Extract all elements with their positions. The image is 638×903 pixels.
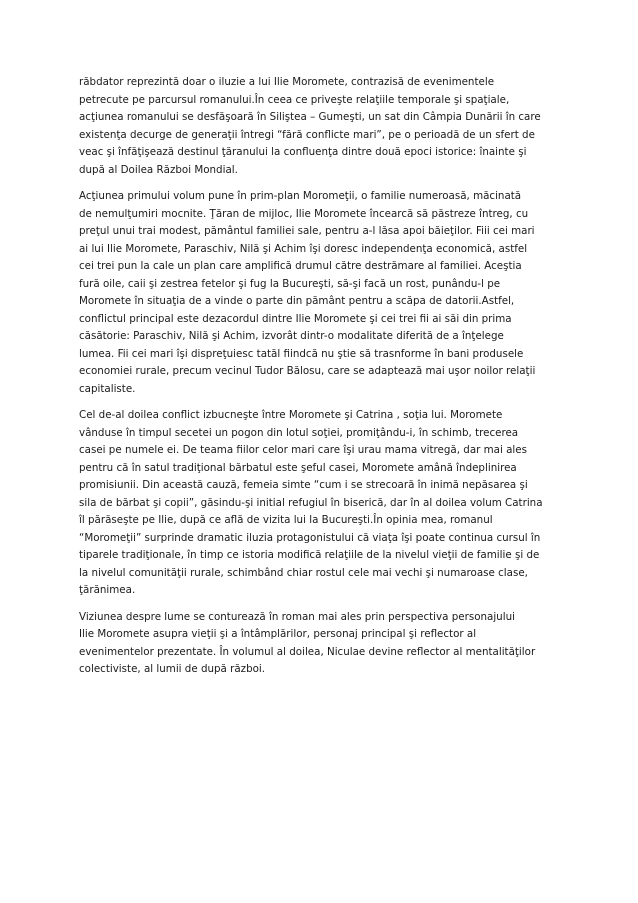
text-line: îl părăseşte pe Ilie, după ce află de vizita lui la Bucureşti.În opinia mea, romanul (79, 514, 493, 526)
text-line: Cel de-al doilea conflict izbucneşte între Moromete şi Catrina , soţia lui. Moromete (79, 409, 503, 421)
paragraph (79, 188, 565, 398)
text-line: capitaliste. (79, 382, 136, 395)
text-line: Moromete în situaţia de a vinde o parte din pământ pentru a scăpa de datorii.Astfel, (79, 295, 515, 307)
text-line: evenimentelor prezentate. În volumul al doilea, Niculae devine reflector al mentalităţilor (79, 645, 536, 658)
text-line: petrecute pe parcursul romanului.În ceea ce priveşte relaţiile temporale şi spaţiale, (79, 93, 510, 106)
text-line: conflictul principal este dezacordul dintre Ilie Moromete şi cei trei fii ai săi din prima (79, 312, 512, 325)
text-line: “Moromeţii” surprinde dramatic iluzia protagonistului că viaţa îşi poate continua cursul în (79, 531, 541, 544)
text-line: căsătorie: Paraschiv, Nilă şi Achim, izvorât dintr-o modalitate diferită de a înţelege (79, 330, 504, 342)
text-line: colectiviste, al lumii de după război. (79, 663, 266, 675)
text-line: fură oile, caii şi zestrea fetelor şi fug la Bucureşti, să-şi facă un rost, punându-l pe (79, 277, 501, 290)
text-line: acţiunea romanului se desfăşoară în Siliştea – Gumeşti, un sat din Câmpia Dunării în care (79, 111, 541, 123)
text-line: vânduse în timpul secetei un pogon din lotul soţiei, promiţându-i, în schimb, trecerea (79, 426, 519, 439)
text-line: sila de bărbat şi copii”, găsindu-şi initial refugiul în biserică, dar în al doilea volum Catrina (79, 496, 543, 509)
text-line: casei pe numele ei. De teama fiilor celor mari care îşi urau mama vitregă, dar mai ales (79, 444, 527, 456)
text-line: promisiunii. Din această cauză, femeia simte “cum i se strecoară în inimă nepăsarea şi (79, 479, 528, 491)
text-line: pentru că în satul tradiţional bărbatul este şeful casei, Moromete amână îndeplinirea (79, 461, 517, 474)
text-line: tiparele tradiţionale, în timp ce istoria modifică relaţiile de la nivelul vieţii de familie şi de (79, 549, 540, 561)
text-line: Viziunea despre lume se conturează în roman mai ales prin perspectiva personajului (79, 610, 515, 623)
document-body (79, 74, 565, 688)
text-line: după al Doilea Război Mondial. (79, 163, 238, 176)
text-line: la nivelul comunităţii rurale, schimbând chiar rostul cele mai vechi şi numaroase clase, (79, 566, 528, 579)
text-line: lumea. Fii cei mari îşi dispreţuiesc tatăl fiindcă nu ştie să trasnforme în bani produsele (79, 347, 524, 360)
text-line: de nemulţumiri mocnite. Ţăran de mijloc, Ilie Moromete încearcă să păstreze întreg, cu (79, 207, 529, 220)
text-line: economiei rurale, precum vecinul Tudor Bălosu, care se adaptează mai uşor noilor relaţii (79, 365, 536, 377)
text-line: preţul unui trai modest, pământul familiei sale, pentru a-l lăsa apoi băieţilor. Fiii cei mari (79, 225, 535, 237)
text-line: Acţiunea primului volum pune în prim-plan Moromeţii, o familie numeroasă, măcinată (79, 190, 522, 202)
text-line: răbdator reprezintă doar o iluzie a lui Ilie Moromete, contrazisă de evenimentele (79, 76, 495, 88)
text-line: cei trei pun la cale un plan care amplifică drumul către destrămare al familiei. Aceştia (79, 260, 522, 272)
text-line: veac şi înfăţişează destinul ţăranului la confluenţa dintre două epoci istorice: înainte şi (79, 146, 527, 158)
text-line: Ilie Moromete asupra vieţii şi a întâmplărilor, personaj principal şi reflector al (79, 628, 477, 640)
text-line: existenţa decurge de generaţii întregi “fără conflicte mari”, pe o perioadă de un sfert de (79, 128, 535, 141)
text-line: ai lui Ilie Moromete, Paraschiv, Nilă şi Achim îşi doresc independenţa economică, astfel (79, 242, 528, 255)
text-line: ţărănimea. (79, 584, 136, 596)
paragraph (79, 407, 565, 600)
paragraph (79, 74, 565, 179)
paragraph (79, 609, 565, 679)
